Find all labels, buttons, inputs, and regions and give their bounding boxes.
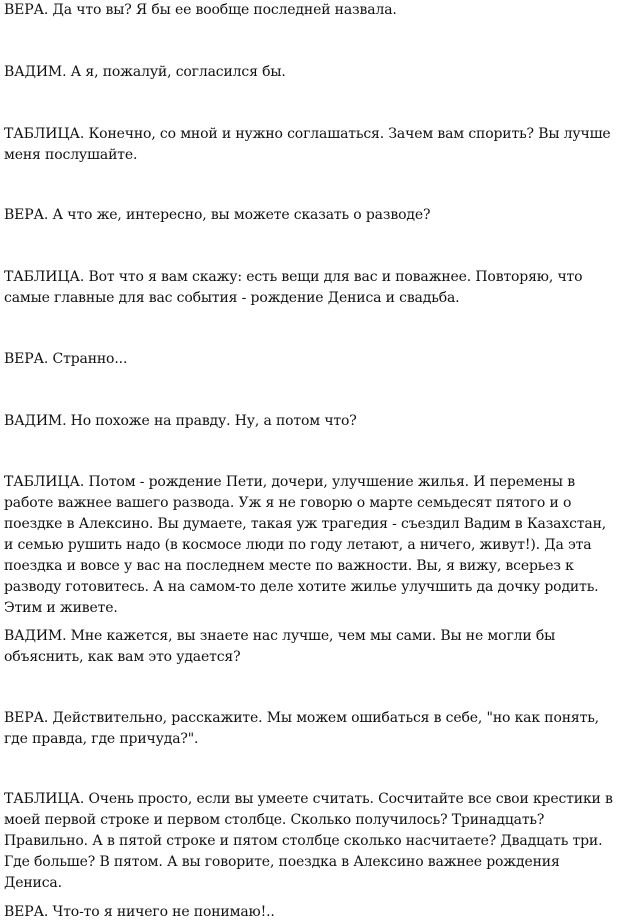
paragraph-vadim-1: ВАДИМ. А я, пожалуй, согласился бы. bbox=[4, 64, 286, 80]
paragraph-tablitsa-3: ТАБЛИЦА. Потом - рождение Пети, дочери, улучшение жилья. И перемены в работе важнее вашего развода. Уж я не говорю о марте семьдесят пятого и о поездке в Алексино. Вы думаете, такая уж трагедия - съездил Вадим в Казахстан, и семью рушить надо (в космосе люди по году летают, а ничего, живут!). Да эта поездка и вовсе у вас на последнем месте по важности. Вы, я вижу, всерьез к разводу готовитесь. А на самом-то деле хотите жилье улучшить да дочку родить. Этим и живете. bbox=[4, 474, 607, 616]
paragraph-vera-2: ВЕРА. А что же, интересно, вы можете сказать о разводе? bbox=[4, 207, 431, 223]
paragraph-tablitsa-4: ТАБЛИЦА. Очень просто, если вы умеете считать. Сосчитайте все свои крестики в моей первой строке и первом столбце. Сколько получилось? Тринадцать? Правильно. А в пятой строке и пятом столбце сколько насчитаете? Двадцать три. Где больше? В пятом. А вы говорите, поездка в Алексино важнее рождения Дениса. bbox=[4, 791, 613, 891]
paragraph-tablitsa-2: ТАБЛИЦА. Вот что я вам скажу: есть вещи для вас и поважнее. Повторяю, что самые главные для вас события - рождение Дениса и свадьба. bbox=[4, 269, 583, 306]
paragraph-vadim-3: ВАДИМ. Мне кажется, вы знаете нас лучше, чем мы сами. Вы не могли бы объяснить, как вам это удается? bbox=[4, 628, 556, 665]
paragraph-vera-1: ВЕРА. Да что вы? Я бы ее вообще последней назвала. bbox=[4, 2, 397, 18]
paragraph-vera-3: ВЕРА. Странно... bbox=[4, 351, 128, 367]
paragraph-tablitsa-1: ТАБЛИЦА. Конечно, со мной и нужно соглашаться. Зачем вам спорить? Вы лучше меня послушайте. bbox=[4, 126, 611, 163]
paragraph-vadim-2: ВАДИМ. Но похоже на правду. Ну, а потом что? bbox=[4, 413, 357, 429]
paragraph-vera-5: ВЕРА. Что-то я ничего не понимаю!.. bbox=[4, 904, 275, 920]
paragraph-vera-4: ВЕРА. Действительно, расскажите. Мы можем ошибаться в себе, "но как понять, где правда, где причуда?". bbox=[4, 710, 599, 747]
